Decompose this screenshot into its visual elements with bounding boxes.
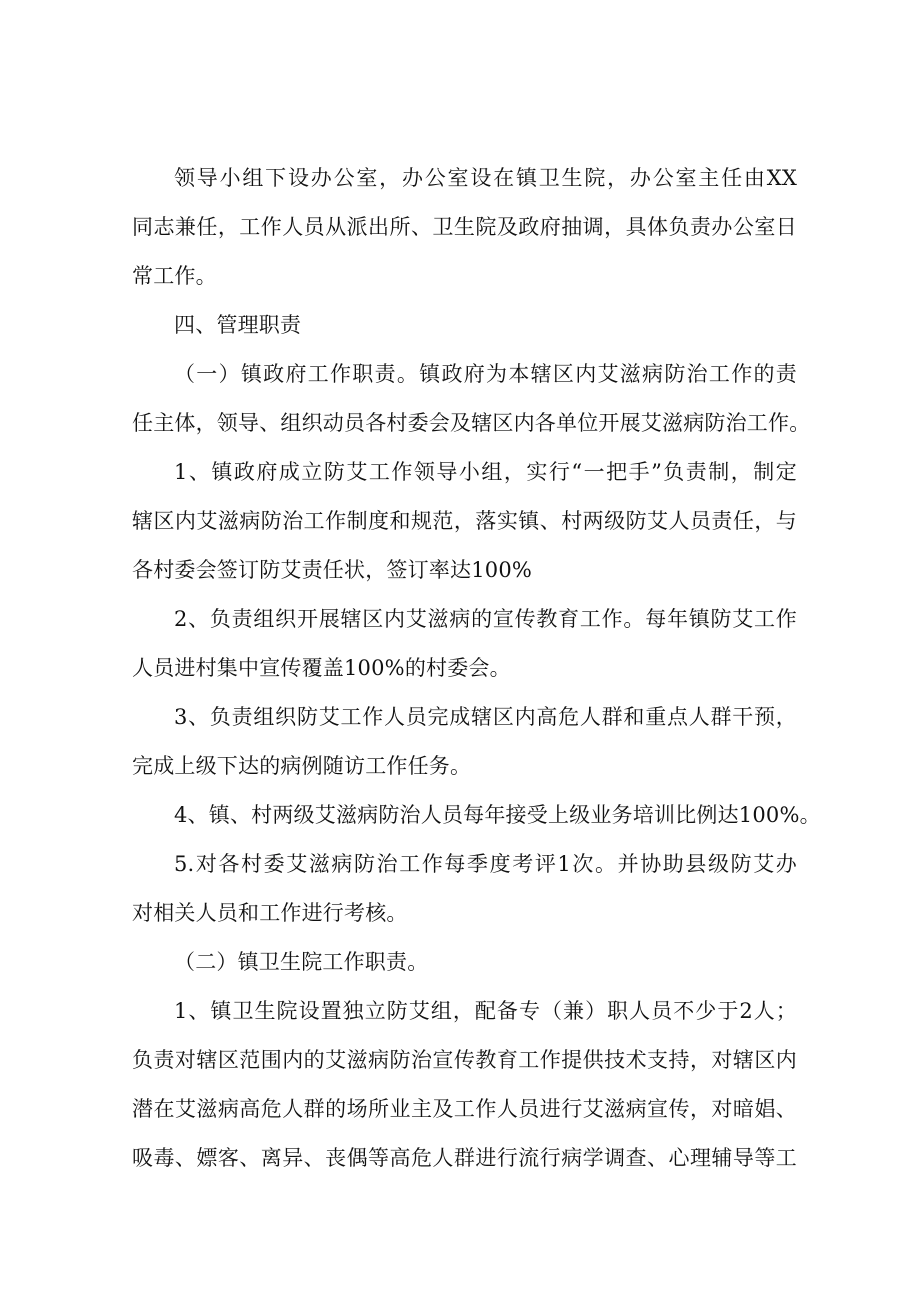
paragraph-office-line-2: 同志兼任，工作人员从派出所、卫生院及政府抽调，具体负责办公室日	[132, 215, 797, 239]
paragraph-office-line-1: 领导小组下设办公室，办公室设在镇卫生院，办公室主任由XX	[174, 166, 797, 190]
health-center-item-1-line-1: 1、镇卫生院设置独立防艾组，配备专（兼）职人员不少于2人；	[174, 999, 797, 1023]
paragraph-town-government-line-1: （一）镇政府工作职责。镇政府为本辖区内艾滋病防治工作的责	[174, 362, 797, 386]
section-heading-health-center: （二）镇卫生院工作职责。	[174, 950, 429, 974]
item-4-line-1: 4、镇、村两级艾滋病防治人员每年接受上级业务培训比例达100%。	[174, 803, 821, 827]
health-center-item-1-line-4: 吸毒、嫖客、离异、丧偶等高危人群进行流行病学调查、心理辅导等工	[132, 1146, 797, 1170]
item-1-line-2: 辖区内艾滋病防治工作制度和规范，落实镇、村两级防艾人员责任，与	[132, 509, 797, 533]
item-2-line-1: 2、负责组织开展辖区内艾滋病的宣传教育工作。每年镇防艾工作	[174, 607, 797, 631]
item-3-line-1: 3、负责组织防艾工作人员完成辖区内高危人群和重点人群干预，	[174, 705, 797, 729]
item-1-line-1: 1、镇政府成立防艾工作领导小组，实行“一把手”负责制，制定	[174, 460, 797, 484]
item-3-line-2: 完成上级下达的病例随访工作任务。	[132, 754, 472, 778]
paragraph-office-line-3: 常工作。	[132, 264, 217, 288]
health-center-item-1-line-2: 负责对辖区范围内的艾滋病防治宣传教育工作提供技术支持，对辖区内	[132, 1048, 797, 1072]
item-2-line-2: 人员进村集中宣传覆盖100%的村委会。	[132, 656, 511, 680]
paragraph-town-government-line-2: 任主体，领导、组织动员各村委会及辖区内各单位开展艾滋病防治工作。	[132, 411, 811, 435]
health-center-item-1-line-3: 潜在艾滋病高危人群的场所业主及工作人员进行艾滋病宣传，对暗娼、	[132, 1097, 797, 1121]
document-body	[132, 154, 821, 1183]
item-5-line-2: 对相关人员和工作进行考核。	[132, 901, 408, 925]
section-heading-management-duties: 四、管理职责	[174, 313, 302, 337]
item-5-line-1: 5.对各村委艾滋病防治工作每季度考评1次。并协助县级防艾办	[174, 852, 797, 876]
item-1-line-3: 各村委会签订防艾责任状，签订率达100%	[132, 558, 533, 582]
